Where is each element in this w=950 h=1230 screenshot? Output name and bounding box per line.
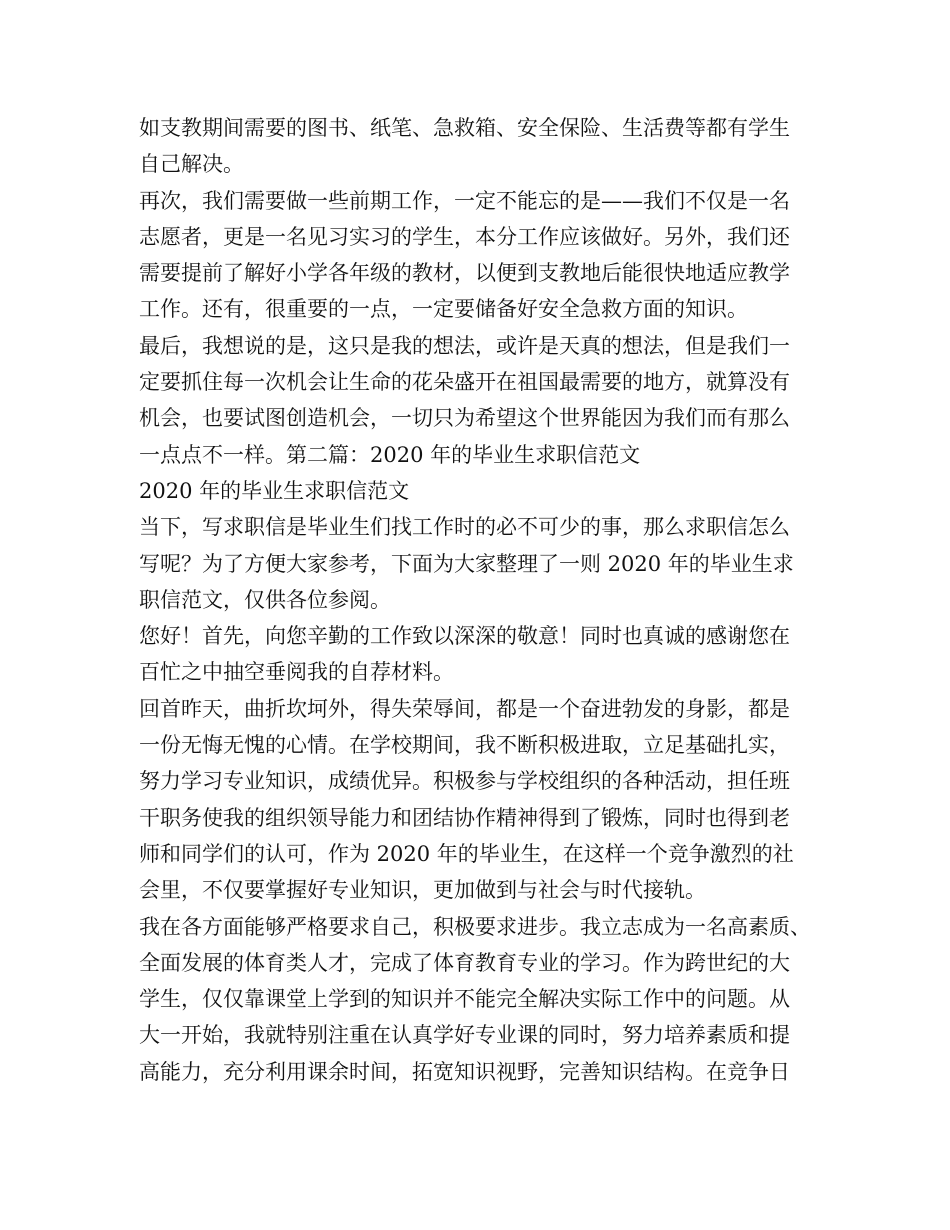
text-line: 一份无悔无愧的心情。在学校期间，我不断积极进取，立足基础扎实，	[139, 733, 790, 758]
text-line: 干职务使我的组织领导能力和团结协作精神得到了锻炼，同时也得到老	[139, 805, 790, 830]
document-body	[139, 110, 829, 1090]
text-line: 会里，不仅要掌握好专业知识，更加做到与社会与时代接轨。	[139, 878, 706, 903]
text-line: 职信范文，仅供各位参阅。	[139, 587, 391, 612]
text-line: 机会，也要试图创造机会，一切只为希望这个世界能因为我们而有那么	[139, 406, 790, 431]
text-line: 写呢？为了方便大家参考，下面为大家整理了一则 2020 年的毕业生求	[139, 551, 794, 576]
text-line: 志愿者，更是一名见习实习的学生，本分工作应该做好。另外，我们还	[139, 224, 790, 249]
text-line: 一点点不一样。第二篇：2020 年的毕业生求职信范文	[139, 442, 641, 467]
text-line: 您好！首先，向您辛勤的工作致以深深的敬意！同时也真诚的感谢您在	[139, 624, 790, 649]
text-line: 大一开始，我就特别注重在认真学好专业课的同时，努力培养素质和提	[139, 1023, 790, 1048]
text-line: 高能力，充分利用课余时间，拓宽知识视野，完善知识结构。在竞争日	[139, 1059, 790, 1084]
text-line: 当下，写求职信是毕业生们找工作时的必不可少的事，那么求职信怎么	[139, 515, 790, 540]
text-line: 学生，仅仅靠课堂上学到的知识并不能完全解决实际工作中的问题。从	[139, 987, 790, 1012]
section-title-line: 2020 年的毕业生求职信范文	[139, 478, 410, 503]
text-line: 百忙之中抽空垂阅我的自荐材料。	[139, 660, 454, 685]
text-line: 如支教期间需要的图书、纸笔、急救箱、安全保险、生活费等都有学生	[139, 116, 790, 140]
text-line: 最后，我想说的是，这只是我的想法，或许是天真的想法，但是我们一	[139, 333, 790, 358]
text-line: 自己解决。	[139, 152, 244, 177]
text-line: 我在各方面能够严格要求自己，积极要求进步。我立志成为一名高素质、	[139, 914, 811, 939]
text-line: 定要抓住每一次机会让生命的花朵盛开在祖国最需要的地方，就算没有	[139, 370, 790, 395]
text-line: 工作。还有，很重要的一点，一定要储备好安全急救方面的知识。	[139, 297, 748, 322]
text-line: 再次，我们需要做一些前期工作，一定不能忘的是——我们不仅是一名	[139, 188, 790, 213]
text-line: 努力学习专业知识，成绩优异。积极参与学校组织的各种活动，担任班	[139, 769, 790, 794]
text-line: 师和同学们的认可，作为 2020 年的毕业生，在这样一个竞争激烈的社	[139, 841, 794, 866]
text-line: 需要提前了解好小学各年级的教材，以便到支教地后能很快地适应教学	[139, 261, 790, 286]
text-line: 全面发展的体育类人才，完成了体育教育专业的学习。作为跨世纪的大	[139, 950, 790, 975]
text-line: 回首昨天，曲折坎坷外，得失荣辱间，都是一个奋进勃发的身影，都是	[139, 696, 790, 721]
